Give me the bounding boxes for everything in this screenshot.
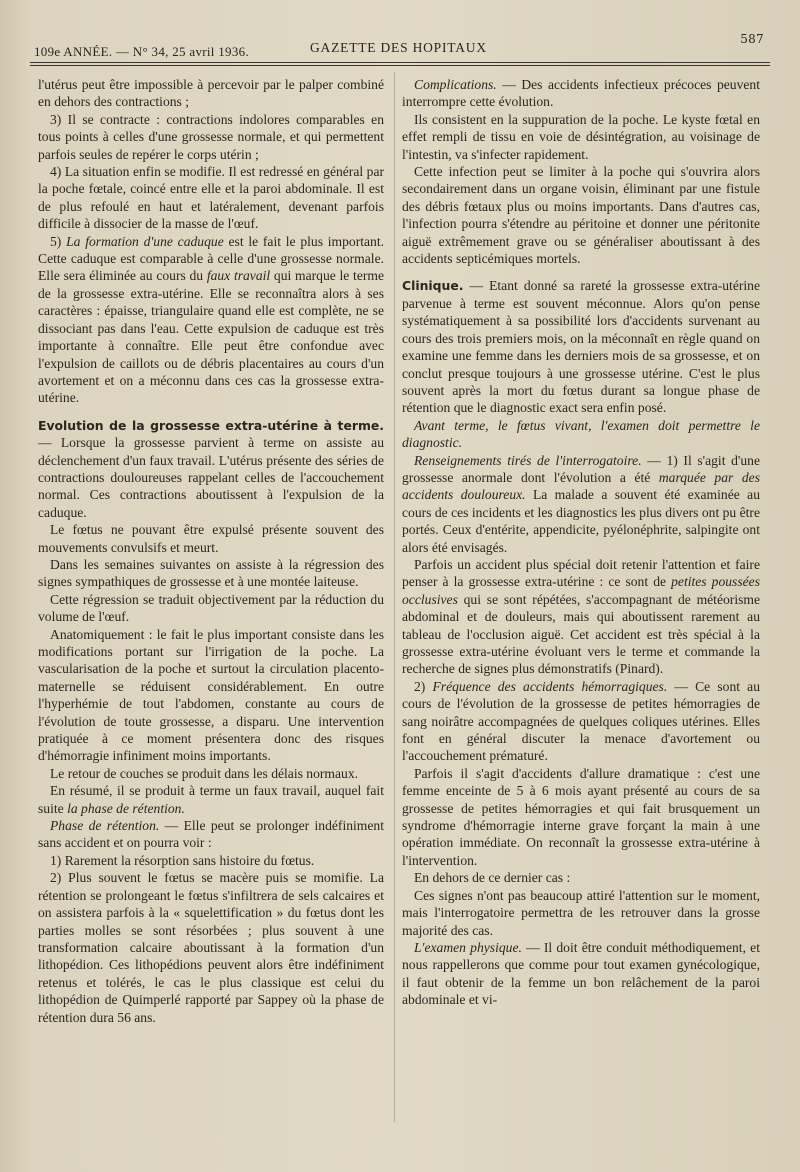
paragraph: 3) Il se contracte : contractions indolores comparables en tous points à celles d'une grossesse normale, et qui permettent parfois seules de repérer le corps utérin ; xyxy=(38,111,384,162)
paragraph: L'examen physique. — Il doit être conduit méthodiquement, et nous rappellerons que comme pour tout examen gynécologique, il faut obtenir de la femme un bon relâchement de la paroi abdominale et vi- xyxy=(402,939,760,1008)
right-column xyxy=(402,76,760,1009)
paragraph: En dehors de ce dernier cas : xyxy=(414,870,571,886)
section-evolution: Evolution de la grossesse extra-utérine à terme. — Lorsque la grossesse parvient à terme on assiste au déclenchement d'un faux travail. L'utérus présente des séries de contractions douloureuses rappelant celles de l'accouchement normal. Ces contractions aboutissent à l'expulsion de la caduque. xyxy=(38,417,384,520)
paragraph: Parfois un accident plus spécial doit retenir l'attention et faire penser à la grossesse extra-utérine : ce sont de petites poussées occlusives qui se sont répétées, s'accompagnant de météorisme abdominal et de douleurs, mais qui aboutissent rarement au tableau de l'occlusion aiguë. Cet accident est très spécial à la grossesse extra-utérine évoluant vers le terme et commande la recherche de signes plus démonstratifs (Pinard). xyxy=(402,556,760,677)
paragraph: En résumé, il se produit à terme un faux travail, auquel fait suite la phase de rétention. xyxy=(38,783,384,816)
section-heading: Evolution de la grossesse extra-utérine à terme. xyxy=(38,417,384,433)
section-heading: Clinique. xyxy=(402,278,464,294)
issue-info: 109e ANNÉE. — N° 34, 25 avril 1936. xyxy=(34,44,250,59)
paragraph: Ces signes n'ont pas beaucoup attiré l'attention sur le moment, mais l'interrogatoire permettra de les retrouver dans la grosse majorité des cas. xyxy=(402,887,760,938)
paragraph: Phase de rétention. — Elle peut se prolonger indéfiniment sans accident et on pourra voir : xyxy=(38,818,384,851)
paragraph: Parfois il s'agit d'accidents d'allure dramatique : c'est une femme enceinte de 5 à 6 mois ayant présenté au cours de sa grossesse de petites hémorragies et qui fait brusquement un syndrome d'hémorragie interne grave forçant la main à une opération immédiate. On reconnaît la grossesse extra-utérine à l'intervention. xyxy=(402,765,760,868)
paragraph: Avant terme, le fœtus vivant, l'examen doit permettre le diagnostic. xyxy=(402,417,760,451)
journal-title: GAZETTE DES HOPITAUX xyxy=(310,40,487,55)
paragraph: Complications. — Des accidents infectieux précoces peuvent interrompre cette évolution. xyxy=(402,77,760,110)
paragraph: Anatomiquement : le fait le plus important consiste dans les modifications portant sur l'irrigation de la poche. La vascularisation de la poche et surtout la circulation placento-maternelle se réduisent considérablement. En outre l'hyperhémie de tout l'abdomen, constante au cours de l'évolution de toute grossesse, a disparu. Une intervention pratiquée à ce moment présentera donc des risques d'hémorragie infiniment moins importants. xyxy=(38,626,384,764)
paragraph: Renseignements tirés de l'interrogatoire. — 1) Il s'agit d'une grossesse anormale dont l'évolution a été marquée par des accidents douloureux. La malade a souvent été examinée au cours de ces incidents et les diagnostics les plus divers ont pu être portés. Ceux d'entérite, appendicite, pyélonéphrite, salpingite ont alors été envisagés. xyxy=(402,452,760,555)
paragraph: Ils consistent en la suppuration de la poche. Le kyste fœtal en effet rempli de tissu en voie de désintégration, au voisinage de l'intestin, va s'infecter rapidement. xyxy=(402,111,760,162)
paragraph: 5) La formation d'une caduque est le fait le plus important. Cette caduque est comparable à celle d'une grossesse normale. Elle sera éliminée au cours du faux travail qui marque le terme de la grossesse extra-utérine. Elle se reconnaîtra alors à ses caractères : épaisse, triangulaire quand elle est complète, ne se dissociant pas dans l'eau. Cette expulsion de caduque est très importante à connaître. Elle peut être confondue avec l'expulsion de caillots ou de débris placentaires au cours d'un avortement et on a méconnu dans ces cas la grossesse extra-utérine. xyxy=(38,233,385,406)
section-clinique: Clinique. — Etant donné sa rareté la grossesse extra-utérine parvenue à terme est souvent méconnue. Alors qu'on pense systématiquement à sa possibilité lors d'accidents survenant au cours des trois premiers mois, on la méconnaît en règle quand on examine une femme dans les derniers mois de sa grossesse, et on conclut presque toujours à une grossesse utérine. C'est le plus souvent après la mort du fœtus durant sa longue phase de rétention que le diagnostic exact sera enfin posé. xyxy=(402,278,760,416)
paragraph: 4) La situation enfin se modifie. Il est redressé en général par la poche fœtale, coincé entre elle et la paroi abdominale. Il est de plus refoulé en haut et latéralement, devenant parfois difficile à dissocier de la masse de l'œuf. xyxy=(38,164,384,232)
header-rule xyxy=(30,62,770,63)
paragraph: Le fœtus ne pouvant être expulsé présente souvent des mouvements convulsifs et meurt. xyxy=(38,522,384,555)
page-number: 587 xyxy=(740,32,764,46)
paragraph: 2) Fréquence des accidents hémorragiques. — Ce sont au cours de l'évolution de la grossesse de petites hémorragies de sang noirâtre accompagnées de quelques coliques utérines. Elles font en général discuter la menace d'avortement ou l'accouchement prématuré. xyxy=(402,678,760,764)
paragraph: Dans les semaines suivantes on assiste à la régression des signes sympathiques de grossesse et à une montée laiteuse. xyxy=(38,556,384,590)
paragraph: Cette infection peut se limiter à la poche qui s'ouvrira alors secondairement dans un organe voisin, éliminant par une fistule des débris fœtaux plus ou moins importants. Dans d'autres cas, l'infection pourra s'étendre au péritoine et donner une péritonite aiguë extrêmement grave ou se généraliser aboutissant à des accidents septicémiques mortels. xyxy=(402,164,760,267)
paragraph: l'utérus peut être impossible à percevoir par le palper combiné en dehors des contractions ; xyxy=(38,77,384,110)
paragraph: Le retour de couches se produit dans les délais normaux. xyxy=(50,765,359,781)
paragraph: Cette régression se traduit objectivement par la réduction du volume de l'œuf. xyxy=(38,591,384,625)
paragraph: 2) Plus souvent le fœtus se macère puis se momifie. La rétention se prolongeant le fœtus s'infiltrera de sels calcaires et on assistera parfois à la « squelettification » du fœtus dont les parties molles se sont résorbées ; plus souvent à une transformation calcaire aboutissant à la formation d'un lithopédion. Ces lithopédions peuvent alors être indéfiniment retenus et tolérés, le cas le plus classique est celui du lithopédion de Quimperlé rapporté par Sappey où la phase de rétention dura 56 ans. xyxy=(38,870,384,1025)
left-column xyxy=(38,76,384,1026)
paragraph: 1) Rarement la résorption sans histoire du fœtus. xyxy=(50,852,315,868)
header-rule-double xyxy=(30,65,770,66)
column-divider xyxy=(394,72,395,1122)
running-header xyxy=(34,32,764,62)
